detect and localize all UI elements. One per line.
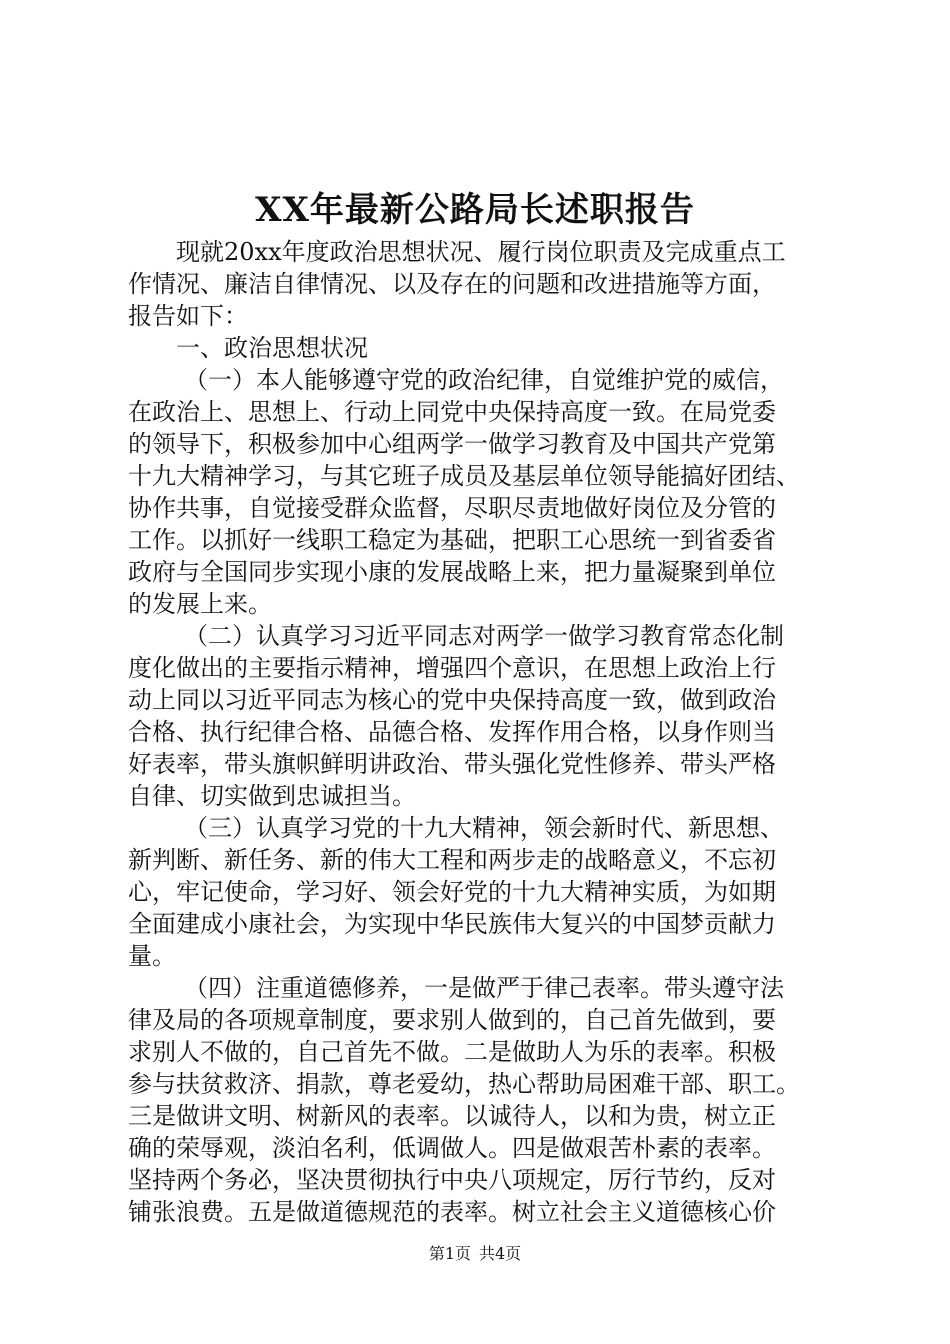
page-number: 第1页 <box>428 1244 471 1263</box>
page-footer <box>0 1243 950 1265</box>
text-line: （二）认真学习习近平同志对两学一做学习教育常态化制 <box>184 622 784 650</box>
text-line: 三是做讲文明、树新风的表率。以诚待人，以和为贵，树立正 <box>128 1102 776 1130</box>
text-line: 度化做出的主要指示精神，增强四个意识，在思想上政治上行 <box>128 654 776 682</box>
document-title: XX年最新公路局长述职报告 <box>255 190 695 230</box>
text-line: 的发展上来。 <box>128 590 272 618</box>
text-line: 在政治上、思想上、行动上同党中央保持高度一致。在局党委 <box>128 398 776 426</box>
text-line: 作情况、廉洁自律情况、以及存在的问题和改进措施等方面， <box>128 270 776 298</box>
document-body <box>128 236 830 1228</box>
text-line: 新判断、新任务、新的伟大工程和两步走的战略意义，不忘初 <box>128 846 776 874</box>
text-line: 坚持两个务必，坚决贯彻执行中央八项规定，厉行节约，反对 <box>128 1166 776 1194</box>
text-line: 铺张浪费。五是做道德规范的表率。树立社会主义道德核心价 <box>128 1198 776 1226</box>
text-line: 心，牢记使命，学习好、领会好党的十九大精神实质，为如期 <box>128 878 776 906</box>
text-line: 求别人不做的，自己首先不做。二是做助人为乐的表率。积极 <box>128 1038 776 1066</box>
text-line: 动上同以习近平同志为核心的党中央保持高度一致，做到政治 <box>128 686 776 714</box>
text-line: 参与扶贫救济、捐款，尊老爱幼，热心帮助局困难干部、职工。 <box>128 1070 800 1098</box>
text-line: 确的荣辱观，淡泊名利，低调做人。四是做艰苦朴素的表率。 <box>128 1134 776 1162</box>
text-line: 合格、执行纪律合格、品德合格、发挥作用合格，以身作则当 <box>128 718 776 746</box>
page-total: 共4页 <box>479 1244 522 1263</box>
text-line: 全面建成小康社会，为实现中华民族伟大复兴的中国梦贡献力 <box>128 910 776 938</box>
text-line: （一）本人能够遵守党的政治纪律，自觉维护党的威信， <box>184 366 784 394</box>
text-line: （三）认真学习党的十九大精神，领会新时代、新思想、 <box>184 814 784 842</box>
text-line: 量。 <box>128 942 176 970</box>
text-line: 报告如下： <box>128 302 248 330</box>
text-line: 律及局的各项规章制度，要求别人做到的，自己首先做到，要 <box>128 1006 776 1034</box>
text-line: 工作。以抓好一线职工稳定为基础，把职工心思统一到省委省 <box>128 526 776 554</box>
text-line: （四）注重道德修养，一是做严于律己表率。带头遵守法 <box>184 974 784 1002</box>
section-heading: 一、政治思想状况 <box>176 334 368 362</box>
text-line: 现就20xx年度政治思想状况、履行岗位职责及完成重点工 <box>176 238 786 266</box>
text-line: 自律、切实做到忠诚担当。 <box>128 782 416 810</box>
text-line: 的领导下，积极参加中心组两学一做学习教育及中国共产党第 <box>128 430 776 458</box>
text-line: 好表率，带头旗帜鲜明讲政治、带头强化党性修养、带头严格 <box>128 750 776 778</box>
text-line: 十九大精神学习，与其它班子成员及基层单位领导能搞好团结、 <box>128 462 800 490</box>
text-line: 协作共事，自觉接受群众监督，尽职尽责地做好岗位及分管的 <box>128 494 776 522</box>
text-line: 政府与全国同步实现小康的发展战略上来，把力量凝聚到单位 <box>128 558 776 586</box>
